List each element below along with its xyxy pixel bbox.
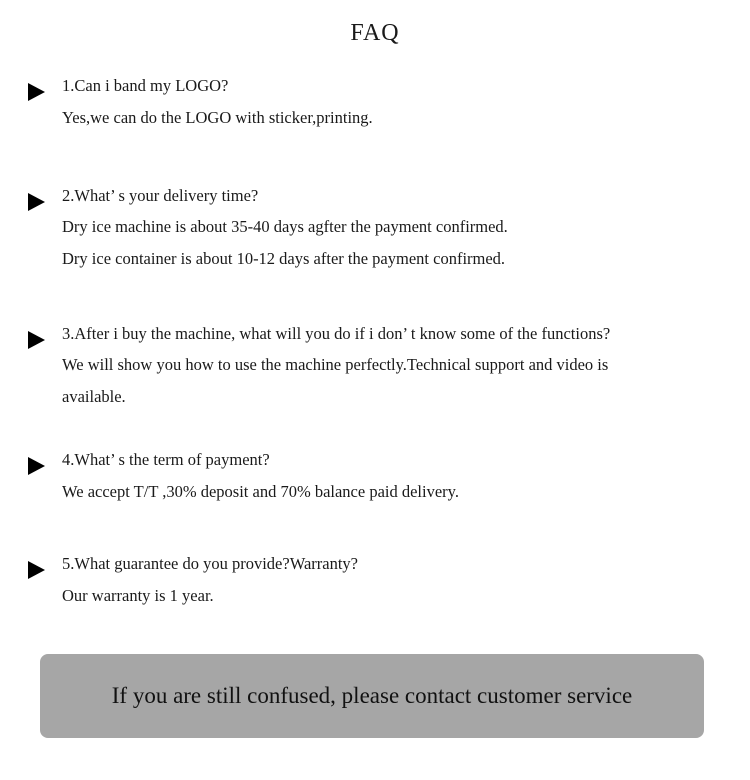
faq-answer-2-line-1: Dry ice machine is about 35-40 days agfter the payment confirmed. <box>62 217 508 236</box>
faq-question-2: 2.What’ s your delivery time? <box>62 186 259 205</box>
contact-banner <box>40 654 704 738</box>
faq-title: FAQ <box>350 20 400 46</box>
faq-answer-3-line-1: We will show you how to use the machine perfectly.Technical support and video is <box>62 355 609 374</box>
arrow-right-icon <box>28 193 45 211</box>
faq-question-4: 4.What’ s the term of payment? <box>62 450 270 469</box>
arrow-right-icon <box>28 331 45 349</box>
faq-question-1: 1.Can i band my LOGO? <box>62 76 229 95</box>
faq-question-5: 5.What guarantee do you provide?Warranty? <box>62 554 359 573</box>
faq-answer-5-line-1: Our warranty is 1 year. <box>62 586 214 605</box>
arrow-right-icon <box>28 561 45 579</box>
faq-answer-1-line-1: Yes,we can do the LOGO with sticker,printing. <box>62 108 373 127</box>
faq-answer-2-line-2: Dry ice container is about 10-12 days after the payment confirmed. <box>62 249 506 268</box>
contact-text: If you are still confused, please contact customer service <box>111 683 633 708</box>
arrow-right-icon <box>28 457 45 475</box>
faq-answer-4-line-1: We accept T/T ,30% deposit and 70% balance paid delivery. <box>62 482 459 501</box>
arrow-right-icon <box>28 83 45 101</box>
faq-question-3: 3.After i buy the machine, what will you do if i don’ t know some of the functions? <box>62 324 611 343</box>
faq-answer-3-line-2: available. <box>62 387 126 406</box>
